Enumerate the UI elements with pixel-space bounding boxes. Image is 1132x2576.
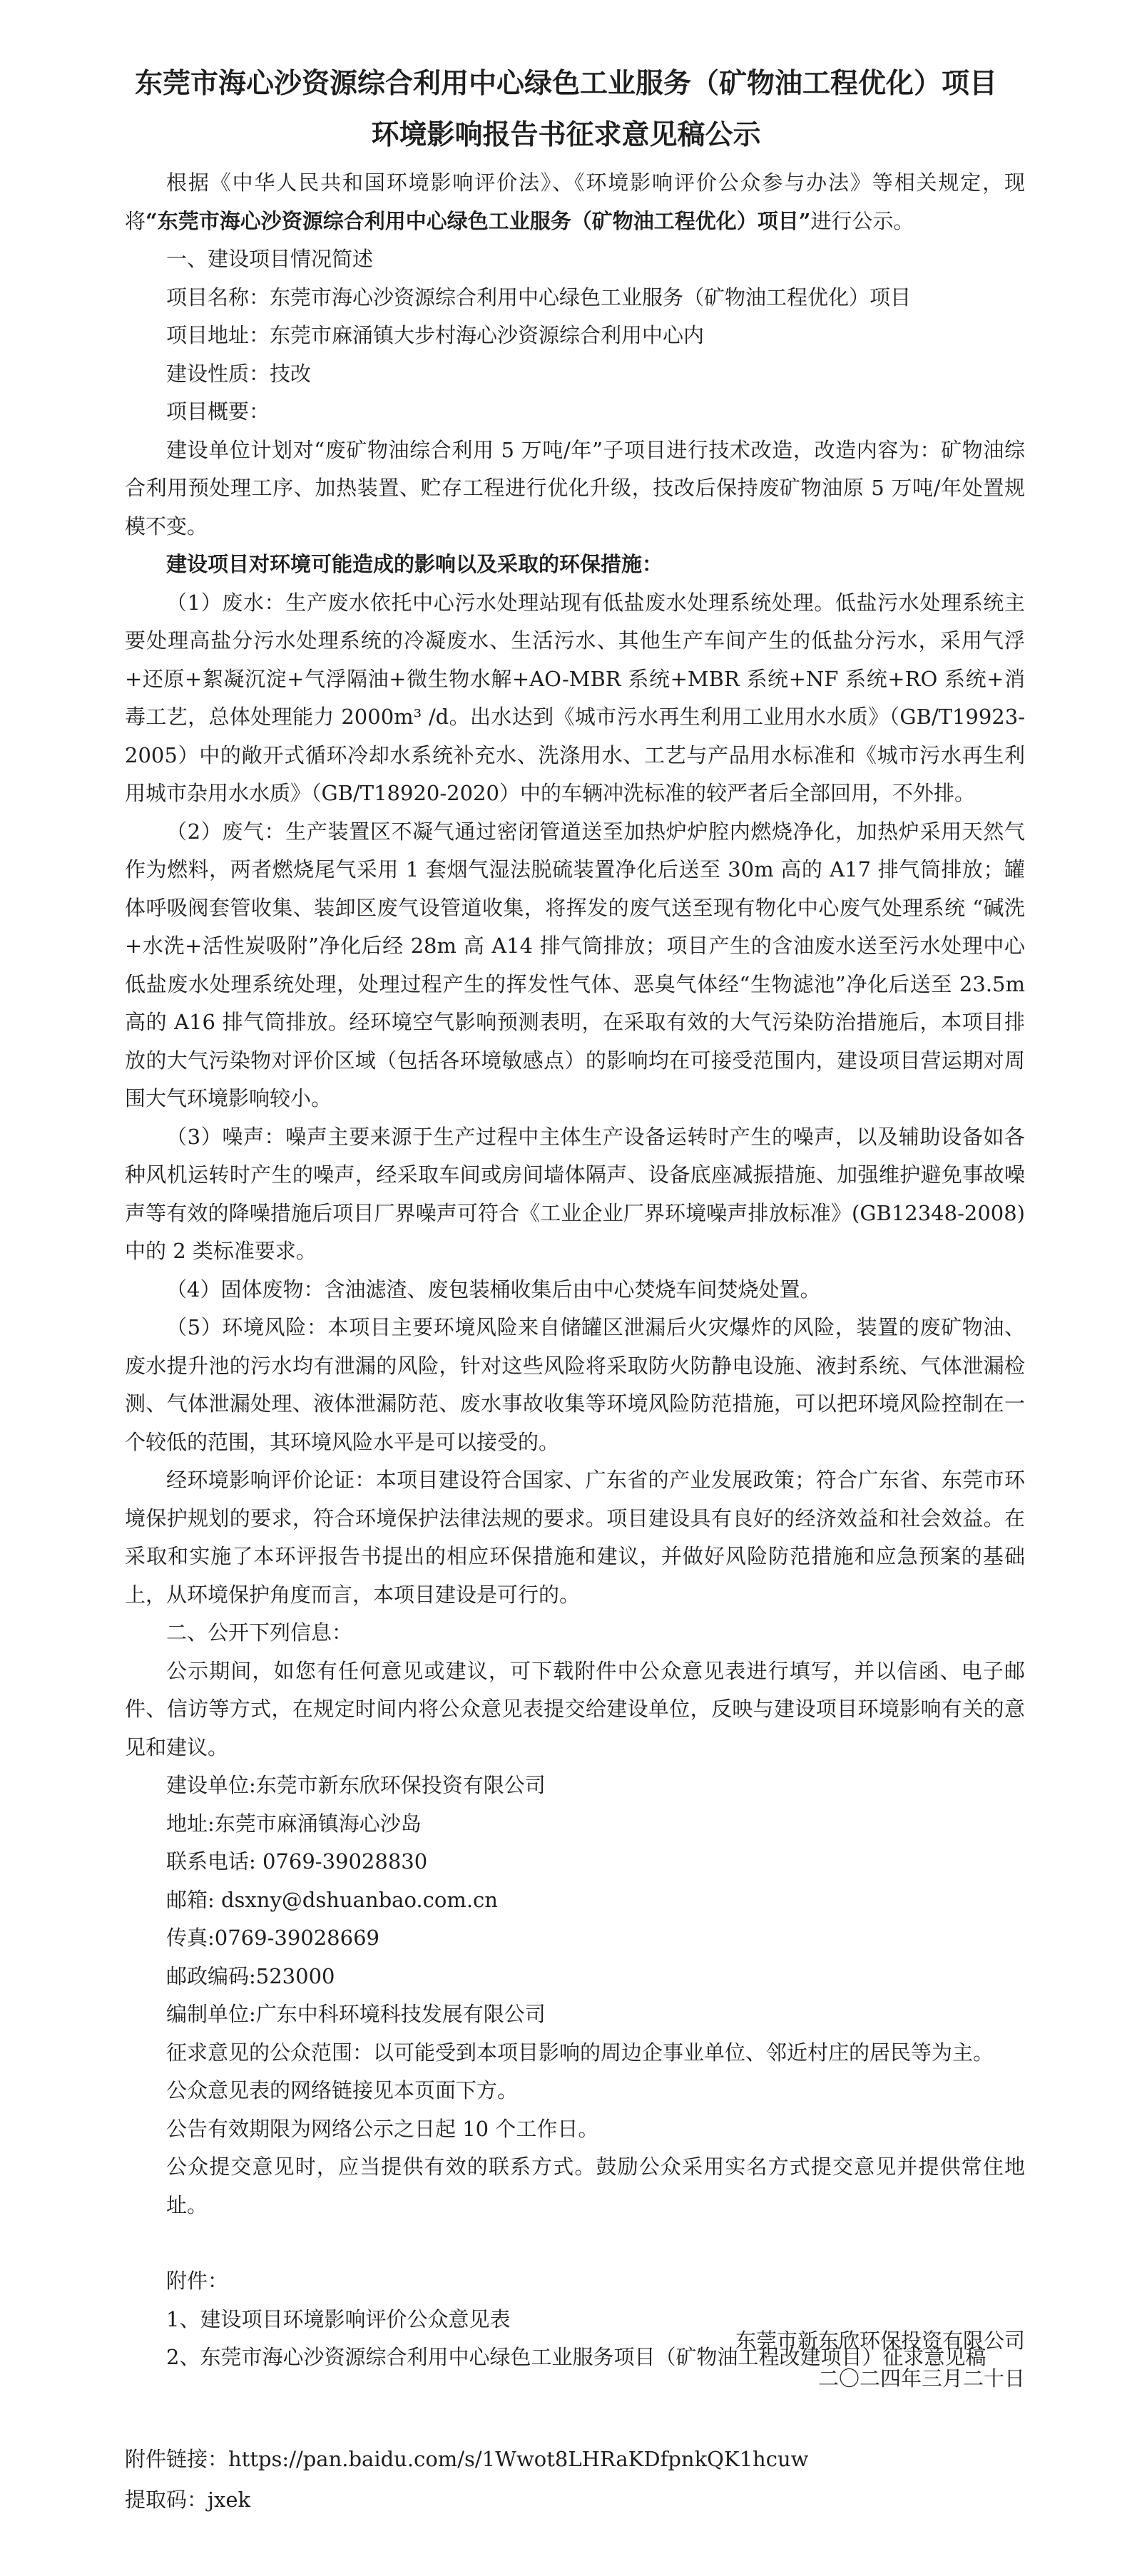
public-scope: 征求意见的公众范围：以可能受到本项目影响的周边企事业单位、邻近村庄的居民等为主。 [166,2040,994,2065]
section-1-heading: 一、建设项目情况简述 [166,247,374,271]
project-name: 项目名称：东莞市海心沙资源综合利用中心绿色工业服务（矿物油工程优化）项目 [166,285,912,310]
solid-waste-paragraph: （4）固体废物：含油滤渣、废包装桶收集后由中心焚烧车间焚烧处置。 [166,1277,821,1302]
conclusion-paragraph: 经环境影响评价论证：本项目建设符合国家、广东省的产业发展政策；符合广东省、东莞市环境保护规划的要求，符合环境保护法律法规的要求。项目建设具有良好的经济效益和社会效益。在采取和实施了本环评报告书提出的相应环保措施和建议，并做好风险防范措施和应急预案的基础上，从环境保护角度而言，本项目建设是可行的。 [125,1468,1025,1607]
exhaust-paragraph: （2）废气：生产装置区不凝气通过密闭管道送至加热炉炉腔内燃烧净化，加热炉采用天然气作为燃料，两者燃烧尾气采用 1 套烟气湿法脱硫装置净化后送至 30m 高的 A17 排气筒排放；罐体呼吸阀套管收集、装卸区废气设管道收集，将挥发的废气送至现有物化中心废气处理系统 “碱洗+水洗+活性炭吸附”净化后经 28m 高 A14 排气筒排放；项目产生的含油废水送至污水处理中心低盐废水处理系统处理，处理过程产生的挥发性气体、恶臭气体经“生物滤池”净化后送至 23.5m 高的 A16 排气筒排放。经环境空气影响预测表明，在采取有效的大气污染防治措施后，本项目排放的大气污染物对评价区域（包括各环境敏感点）的影响均在可接受范围内，建设项目营运期对周围大气环境影响较小。 [125,819,1025,1110]
extraction-code: 提取码：jxek [125,2488,251,2512]
project-overview: 建设单位计划对“废矿物油综合利用 5 万吨/年”子项目进行技术改造，改造内容为：矿物油综合利用预处理工序、加热装置、贮存工程进行优化升级，技改后保持废矿物油原 5 万吨/年处置规模不变。 [125,437,1025,538]
impacts-heading: 建设项目对环境可能造成的影响以及采取的环保措施： [166,552,663,576]
intro-text-post: 进行公示。 [810,208,914,233]
section-2-heading: 二、公开下列信息： [166,1620,353,1645]
wastewater-paragraph: （1）废水：生产废水依托中心污水处理站现有低盐废水处理系统处理。低盐污水处理系统主要处理高盐分污水处理系统的冷凝废水、生活污水、其他生产车间产生的低盐分污水，采用气浮+还原+絮凝沉淀+气浮隔油+微生物水解+AO-MBR 系统+MBR 系统+NF 系统+RO 系统+消毒工艺，总体处理能力 2000m³ /d。出水达到《城市污水再生利用工业用水水质》（GB/T19923-2005）中的敞开式循环冷却水系统补充水、洗涤用水、工艺与产品用水标准和《城市污水再生利用城市杂用水水质》（GB/T18920-2020）中的车辆冲洗标准的较严者后全部回用，不外排。 [125,590,1025,805]
intro-paragraph [125,164,1025,240]
intro-project-name: “东莞市海心沙资源综合利用中心绿色工业服务（矿物油工程优化）项目” [146,208,811,233]
submission-method: 公众提交意见时，应当提供有效的联系方式。鼓励公众采用实名方式提交意见并提供常住地址。 [166,2155,1025,2217]
signature-block [526,2322,1025,2398]
signature-date: 二〇二四年三月二十日 [817,2366,1025,2391]
risk-paragraph: （5）环境风险：本项目主要环境风险来自储罐区泄漏后火灾爆炸的风险，装置的废矿物油、废水提升池的污水均有泄漏的风险，针对这些风险将采取防火防静电设施、液封系统、气体泄漏检测、气体泄漏处理、液体泄漏防范、废水事故收集等环境风险防范措施，可以把环境风险控制在一个较低的范围，其环境风险水平是可以接受的。 [125,1315,1025,1454]
postcode: 邮政编码:523000 [166,1963,335,1988]
builder-unit: 建设单位:东莞市新东欣环保投资有限公司 [166,1773,546,1797]
contact-fax: 传真:0769-39028669 [166,1926,379,1950]
download-info [125,2439,1025,2520]
builder-address: 地址:东莞市麻涌镇海心沙岛 [166,1811,422,1836]
attachments-label: 附件： [166,2269,229,2293]
intro-text-pre: 根据《中华人民共和国环境影响评价法》、《环境影响评价公众参与办法》等相关规定，现将 [125,170,1025,233]
project-address: 项目地址：东莞市麻涌镇大步村海心沙资源综合利用中心内 [166,323,705,347]
public-info-intro: 公示期间，如您有任何意见或建议，可下载附件中公众意见表进行填写，并以信函、电子邮件、信访等方式，在规定时间内将公众意见表提交给建设单位，反映与建设项目环境影响有关的意见和建议。 [125,1658,1025,1759]
signature-org: 东莞市新东欣环保投资有限公司 [735,2329,1025,2353]
announcement-body [125,164,1025,2377]
project-overview-label: 项目概要： [166,399,270,424]
attachment-link[interactable]: 附件链接：https://pan.baidu.com/s/1Wwot8LHRaKDfpnkQK1hcuw [125,2447,809,2471]
attachment-item-2[interactable]: 2、东莞市海心沙资源综合利用中心绿色工业服务项目（矿物油工程改建项目）征求意见稿 [166,2345,986,2369]
attachment-item-1[interactable]: 1、建设项目环境影响评价公众意见表 [166,2306,511,2331]
contact-email[interactable]: 邮箱: dsxny@dshuanbao.com.cn [166,1887,498,1912]
page-title-line-2: 环境影响报告书征求意见稿公示 [371,118,761,151]
project-nature: 建设性质：技改 [166,361,312,386]
validity-period: 公告有效期限为网络公示之日起 10 个工作日。 [166,2116,599,2141]
page-title-line-1: 东莞市海心沙资源综合利用中心绿色工业服务（矿物油工程优化）项目 [134,67,997,100]
noise-paragraph: （3）噪声：噪声主要来源于生产过程中主体生产设备运转时产生的噪声，以及辅助设备如各种风机运转时产生的噪声，经采取车间或房间墙体隔声、设备底座减振措施、加强维护避免事故噪声等有效的降噪措施后项目厂界噪声可符合《工业企业厂界环境噪声排放标准》(GB12348-2008)中的 2 类标准要求。 [125,1124,1025,1263]
compiler-unit: 编制单位:广东中科环境科技发展有限公司 [166,2002,546,2026]
form-link-note: 公众意见表的网络链接见本页面下方。 [166,2078,519,2102]
contact-phone: 联系电话: 0769-39028830 [166,1849,428,1874]
